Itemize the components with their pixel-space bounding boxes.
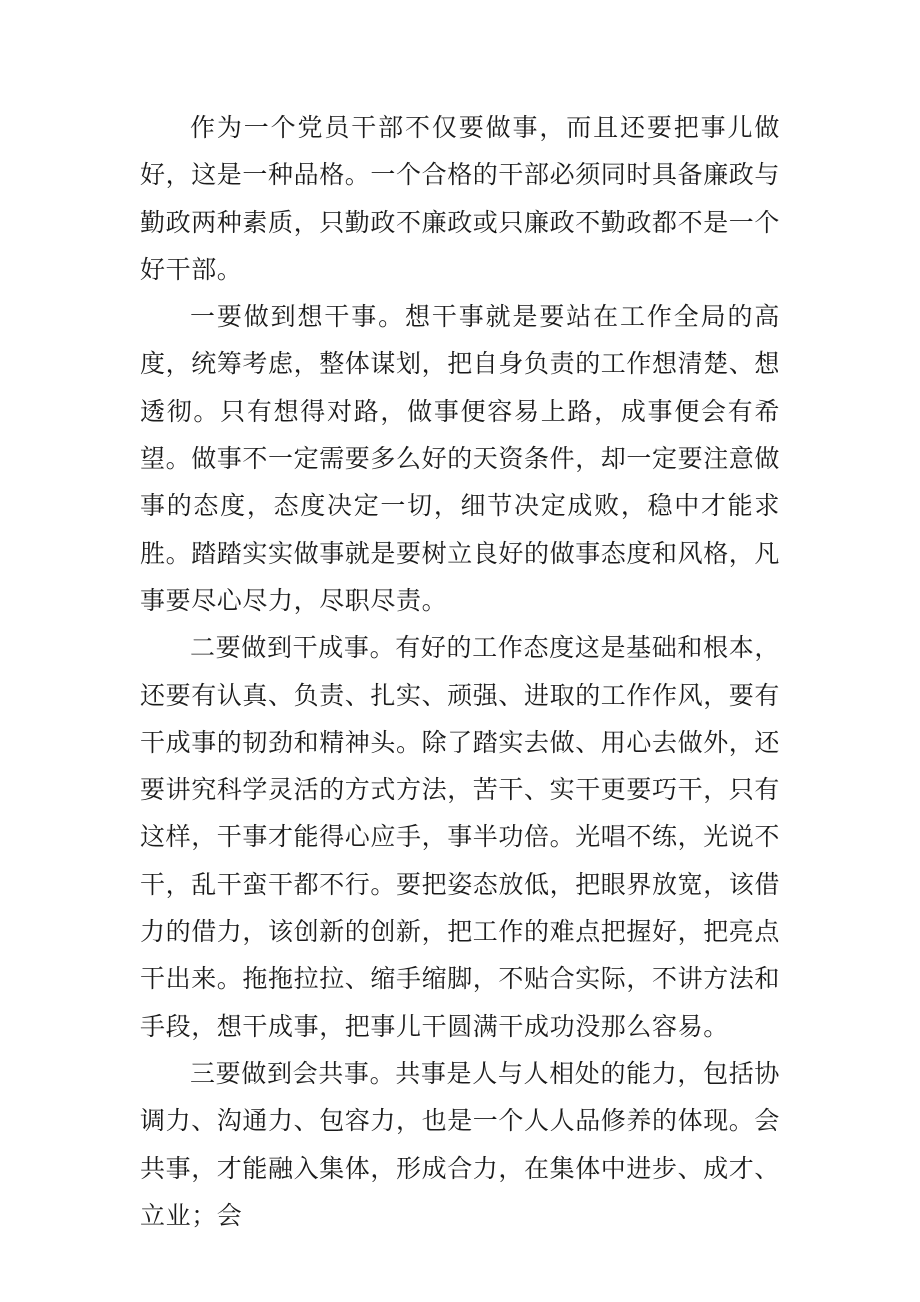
body-text — [140, 104, 780, 1239]
paragraph-point-two: 二要做到干成事。有好的工作态度这是基础和根本，还要有认真、负责、扎实、顽强、进取的工作作风，要有干成事的韧劲和精神头。除了踏实去做、用心去做外，还要讲究科学灵活的方式方法，苦干、实干更要巧干，只有这样，干事才能得心应手，事半功倍。光唱不练，光说不干，乱干蛮干都不行。要把姿态放低，把眼界放宽，该借力的借力，该创新的创新，把工作的难点把握好，把亮点干出来。拖拖拉拉、缩手缩脚，不贴合实际，不讲方法和手段，想干成事，把事儿干圆满干成功没那么容易。 — [140, 633, 781, 1041]
paragraph-point-three: 三要做到会共事。共事是人与人相处的能力，包括协调力、沟通力、包容力，也是一个人人品修养的体现。会共事，才能融入集体，形成合力，在集体中进步、成才、立业；会 — [140, 1058, 781, 1230]
paragraph-intro: 作为一个党员干部不仅要做事，而且还要把事儿做好，这是一种品格。一个合格的干部必须同时具备廉政与勤政两种素质，只勤政不廉政或只廉政不勤政都不是一个好干部。 — [140, 113, 781, 284]
paragraph-point-one: 一要做到想干事。想干事就是要站在工作全局的高度，统筹考虑，整体谋划，把自身负责的工作想清楚、想透彻。只有想得对路，做事便容易上路，成事便会有希望。做事不一定需要多么好的天资条件，却一定要注意做事的态度，态度决定一切，细节决定成败，稳中才能求胜。踏踏实实做事就是要树立良好的做事态度和风格，凡事要尽心尽力，尽职尽责。 — [140, 302, 781, 615]
